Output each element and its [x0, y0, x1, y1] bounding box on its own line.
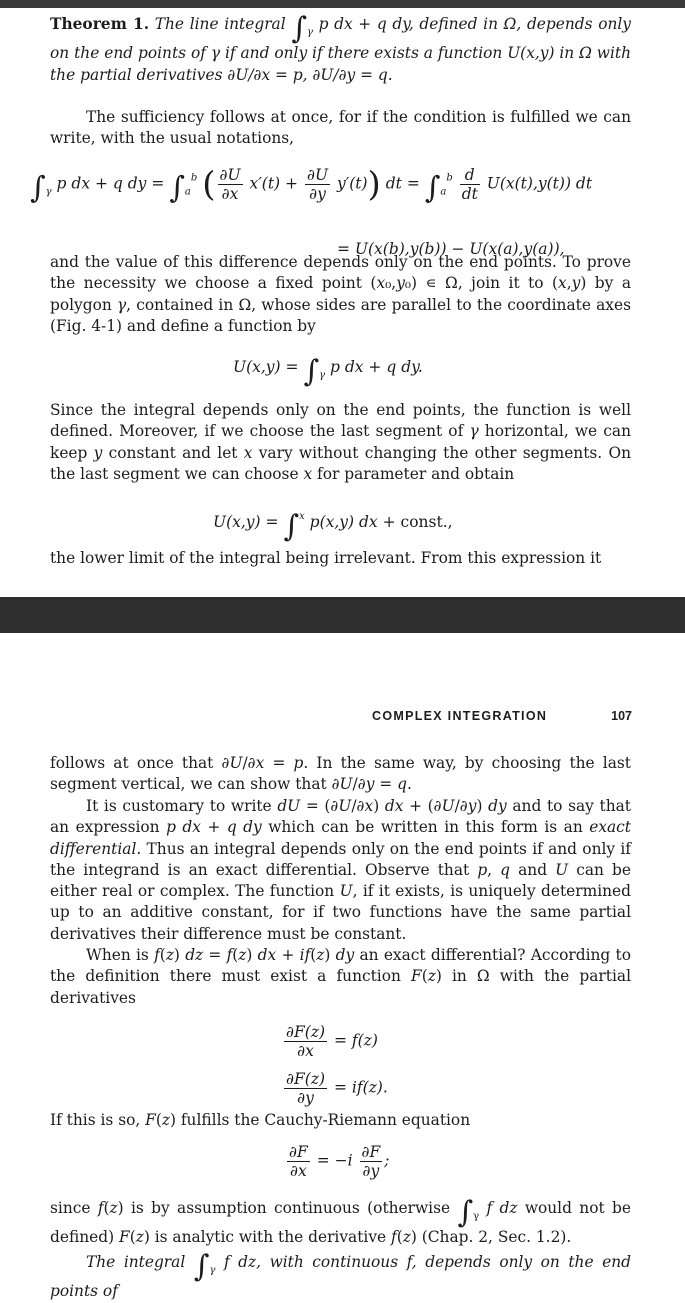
- page-107: [0, 633, 685, 1301]
- exact-differential-paragraph: It is customary to write dU = (∂U/∂x) dx + (∂U/∂y) dy and to say that an expression p dx + q dy which can be written in this form is an exact differential. Thus an integral depends only on the end points if and only if the integrand is an exact differential. Observe that p, q and U can be either real or complex. The function U, if it exists, is uniquely determined up to an additive constant, for if two functions have the same partial derivatives their difference must be constant.: [50, 797, 632, 943]
- equation-line-integral-result: = U(x(b),y(b)) − U(x(a),y(a)),: [337, 240, 565, 258]
- when-exact-paragraph: When is f(z) dz = f(z) dx + if(z) dy an exact differential? According to the definition there must exist a function F(z) in Ω with the partial derivatives: [50, 946, 631, 1007]
- well-defined-paragraph: Since the integral depends only on the end points, the function is well defined. Moreover, if we choose the last segment of γ horizontal, we can keep y constant and let x vary without changing the other segments. On the last segment we can choose x for parameter and obtain: [50, 401, 631, 483]
- lower-limit-paragraph: the lower limit of the integral being irrelevant. From this expression it: [50, 549, 602, 567]
- top-scan-border: [0, 0, 685, 8]
- continuous-f-paragraph: The integral $\int_\gamma$ f dz, with continuous f, depends only on the end points of: [50, 1249, 631, 1301]
- cauchy-riemann-paragraph: If this is so, F(z) fulfills the Cauchy-Riemann equation: [50, 1111, 471, 1129]
- analytic-paragraph: since f(z) is by assumption continuous (otherwise $\int_\gamma$ f dz would not be defined) F(z) is analytic with the derivative f(z) (Chap. 2, Sec. 1.2).: [50, 1195, 631, 1247]
- equation-U-definition: $U(x,y) = \int_\gamma$ p dx + q dy.: [233, 354, 423, 389]
- page-gap-border: [0, 597, 685, 633]
- follows-paragraph: follows at once that ∂U/∂x = p. In the same way, by choosing the last segment vertical, we can show that ∂U/∂y = q.: [50, 754, 631, 794]
- page-number: 107: [611, 709, 632, 723]
- equation-dF-dx: $\frac{\partial F(z)}{\partial x}$ = f(z): [286, 1023, 378, 1060]
- necessity-paragraph: and the value of this difference depends only on the end points. To prove the necessity we choose a fixed point (x₀,y₀) ∊ Ω, join it to (x,y) by a polygon γ, contained in Ω, whose sides are parallel to the coordinate axes (Fig. 4-1) and define a function by: [50, 253, 631, 335]
- equation-dF-dy: $\frac{\partial F(z)}{\partial y}$ = if(z).: [286, 1070, 388, 1107]
- running-head-title: COMPLEX INTEGRATION: [372, 709, 548, 723]
- page-106: [0, 8, 685, 597]
- equation-U-horizontal: U(x,y) = ∫$^x$ p(x,y) dx + const.,: [213, 509, 453, 544]
- theorem-1: Theorem 1. The line integral $\int_\gamma$ p dx + q dy, defined in Ω, depends only on the end points of γ if and only if there exists a function U(x,y) in Ω with the partial derivatives ∂U/∂x = p, ∂U/∂y = q.: [50, 11, 631, 84]
- running-head: [372, 709, 632, 723]
- equation-cauchy-riemann: $\frac{\partial F}{\partial x}$ = −i $\frac{\partial F}{\partial y}$ ;: [289, 1143, 390, 1180]
- equation-line-integral: $\int_\gamma$ p dx + q dy = $\int_a^b$ ( $\frac{\partial U}{\partial x}$ x′(t) + $\frac{\partial U}{\partial y}$ y′(t)) dt = $\int_a^b$ $\frac{d}{dt}$ U(x(t),y(t)) dt: [30, 164, 593, 206]
- sufficiency-paragraph: The sufficiency follows at once, for if the condition is fulfilled we can write, with the usual notations,: [50, 108, 631, 148]
